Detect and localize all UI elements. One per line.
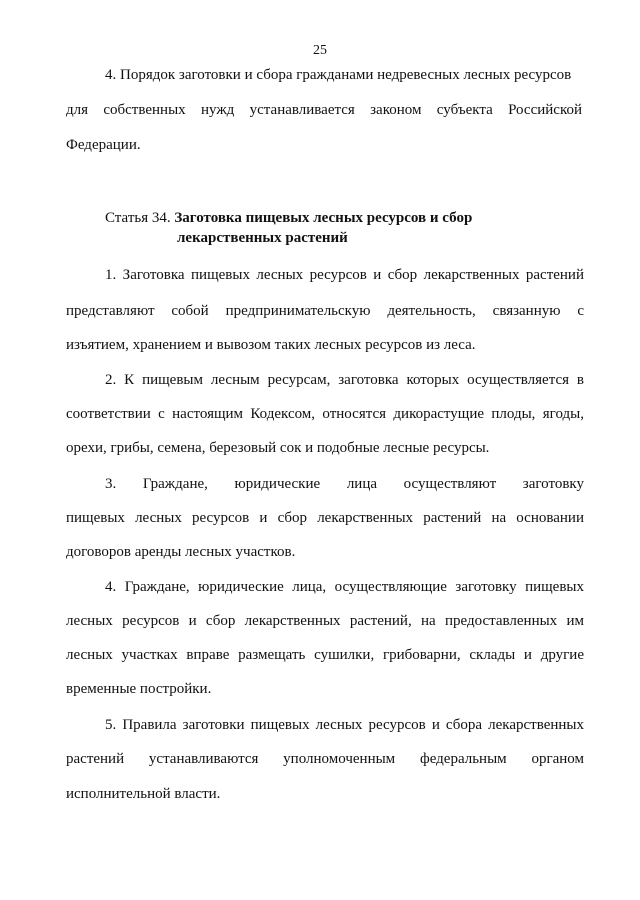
paragraph-line: временные постройки. — [66, 681, 212, 697]
paragraph-line: 4. Порядок заготовки и сбора гражданами недревесных лесных ресурсов — [105, 67, 572, 83]
paragraph-line: исполнительной власти. — [66, 786, 221, 802]
paragraph-line: орехи, грибы, семена, березовый сок и подобные лесные ресурсы. — [66, 440, 490, 456]
paragraph-line: 5. Правила заготовки пищевых лесных ресурсов и сбора лекарственных — [105, 717, 584, 733]
paragraph-line: для собственных нужд устанавливается законом субъекта Российской — [66, 102, 582, 118]
paragraph-line: 1. Заготовка пищевых лесных ресурсов и сбор лекарственных растений — [105, 267, 584, 283]
paragraph-line: лесных ресурсов и сбор лекарственных растений, на предоставленных им — [66, 613, 584, 629]
article-title-line2: лекарственных растений — [177, 230, 348, 246]
page-number: 25 — [313, 43, 327, 58]
paragraph-line: договоров аренды лесных участков. — [66, 544, 296, 560]
article-label: Статья 34. — [105, 210, 171, 226]
paragraph-line: Федерации. — [66, 137, 141, 153]
paragraph-line: соответствии с настоящим Кодексом, относятся дикорастущие плоды, ягоды, — [66, 406, 584, 422]
paragraph-line: пищевых лесных ресурсов и сбор лекарственных растений на основании — [66, 510, 584, 526]
article-title-line1: Заготовка пищевых лесных ресурсов и сбор — [174, 210, 473, 226]
paragraph-line: 4. Граждане, юридические лица, осуществляющие заготовку пищевых — [105, 579, 584, 595]
paragraph-line: изъятием, хранением и вывозом таких лесных ресурсов из леса. — [66, 337, 476, 353]
paragraph-line: лесных участках вправе размещать сушилки, грибоварни, склады и другие — [66, 647, 584, 663]
paragraph-line: представляют собой предпринимательскую деятельность, связанную с — [66, 303, 584, 319]
paragraph-line: растений устанавливаются уполномоченным федеральным органом — [66, 751, 584, 767]
paragraph-line: 2. К пищевым лесным ресурсам, заготовка которых осуществляется в — [105, 372, 584, 388]
paragraph-line: 3. Граждане, юридические лица осуществляют заготовку — [105, 476, 584, 492]
article-heading — [105, 208, 525, 246]
